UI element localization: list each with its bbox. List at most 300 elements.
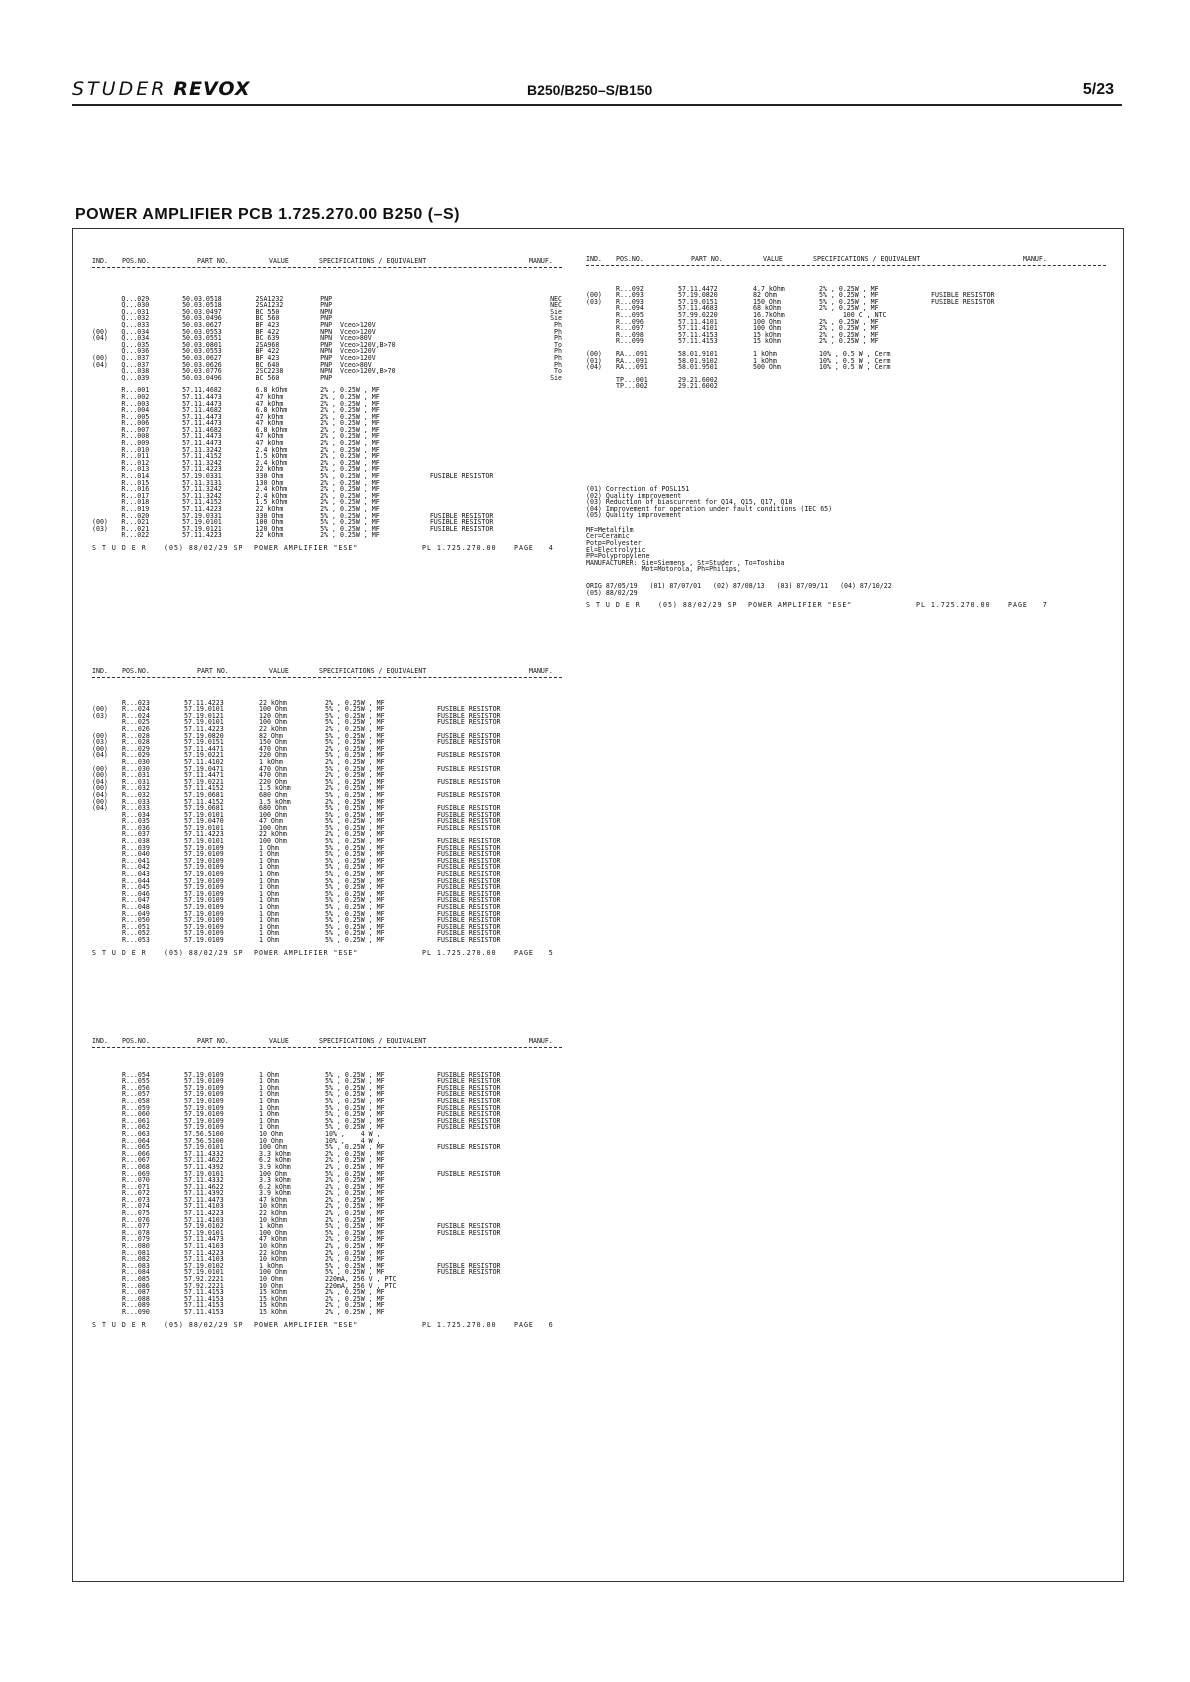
table-spacer: [92, 276, 562, 296]
cell-part: 57.11.3242: [182, 491, 222, 500]
cell-spec: 2% , 0.25W , MF: [325, 1294, 385, 1303]
cell-part: 50.03.0496: [182, 373, 222, 382]
cell-part: 57.11.4473: [182, 432, 222, 441]
table-row: [586, 377, 1106, 384]
cell-manuf: [533, 506, 562, 513]
cell-manuf: [533, 440, 562, 447]
cell-note: [437, 1236, 542, 1243]
cell-manuf: Sie: [550, 307, 562, 316]
cell-note: FUSIBLE RESISTOR: [437, 1261, 501, 1270]
cell-ind: [586, 325, 616, 332]
cell-part: 50.03.0518: [182, 301, 222, 310]
cell-manuf: [533, 407, 562, 414]
footer-name: POWER AMPLIFIER "ESE": [254, 948, 359, 957]
cell-value: 22 kOhm: [259, 1248, 287, 1257]
cell-part: 57.11.4683: [678, 304, 718, 313]
cell-part: 57.11.4102: [184, 757, 224, 766]
column-header-part: PART NO.: [691, 255, 723, 263]
cell-part: 57.11.4153: [184, 1288, 224, 1297]
cell-part: 57.19.0109: [184, 1096, 224, 1105]
cell-manuf: [533, 420, 562, 427]
cell-note: [430, 407, 533, 414]
cell-spec: 2% , 0.25W , MF: [325, 1176, 385, 1185]
cell-value: 47 kOhm: [259, 1235, 287, 1244]
cell-ind: [92, 937, 122, 944]
cell-part: 57.11.4101: [678, 317, 718, 326]
cell-note: [931, 312, 1036, 319]
cell-pos: R...065: [122, 1143, 150, 1152]
cell-part: 57.19.0109: [184, 1077, 224, 1086]
cell-part: 57.19.0109: [184, 1103, 224, 1112]
footer-company: S T U D E R: [92, 948, 147, 957]
cell-pos: R...025: [122, 718, 150, 727]
cell-part: 57.11.4473: [182, 419, 222, 428]
cell-note: [437, 1210, 542, 1217]
cell-pos: R...005: [121, 412, 150, 421]
cell-ind: [92, 1263, 122, 1270]
cell-ind: [92, 851, 122, 858]
cell-spec: 2% , 0.25W , MF: [320, 498, 380, 507]
legend-line: PP=Polypropylene: [586, 552, 650, 561]
cell-note: [430, 453, 533, 460]
cell-part: 57.92.2221: [184, 1275, 224, 1283]
cell-pos: R...060: [122, 1110, 150, 1119]
cell-note: FUSIBLE RESISTOR: [437, 909, 501, 918]
page-number: 5/23: [1082, 81, 1114, 98]
cell-spec: 5% , 0.25W , MF: [325, 718, 385, 727]
cell-manuf: To: [554, 367, 562, 376]
cell-pos: R...087: [122, 1288, 150, 1297]
cell-pos: R...012: [121, 458, 150, 467]
cell-pos: R...067: [122, 1156, 150, 1165]
legend-line: Potp=Polyester: [586, 539, 642, 548]
cell-spec: 5% , 0.25W , MF: [325, 1228, 385, 1237]
cell-spec: 2% , 0.25W , MF: [819, 304, 879, 313]
cell-spec: 2% , 0.25W , MF: [325, 771, 385, 780]
cell-manuf: Ph: [554, 320, 562, 329]
cell-spec: PNP: [320, 301, 333, 310]
cell-pos: TP...001: [616, 375, 648, 384]
cell-note: [430, 440, 533, 447]
model-title: B250/B250–S/B150: [527, 82, 653, 98]
cell-pos: R...035: [122, 817, 150, 826]
footer-date: (05) 88/02/29 SP: [164, 948, 244, 957]
cell-spec: 2% , 0.25W , MF: [320, 399, 380, 408]
cell-pos: R...097: [616, 324, 644, 333]
cell-value: 82 Ohm: [753, 291, 777, 300]
cell-part: 58.01.9501: [678, 363, 718, 372]
cell-pos: Q...034: [121, 334, 150, 343]
cell-part: 57.19.0820: [678, 291, 718, 300]
cell-part: 57.19.0331: [182, 511, 222, 520]
cell-note: [430, 302, 533, 309]
cell-part: 57.11.4223: [184, 724, 224, 733]
cell-note: FUSIBLE RESISTOR: [437, 856, 501, 865]
cell-spec: 5% , 0.25W , MF: [325, 1169, 385, 1178]
cell-note: [437, 1276, 542, 1283]
cell-note: [430, 427, 533, 434]
cell-spec: 5% , 0.25W , MF: [325, 1123, 385, 1132]
notes-gap: [586, 390, 1106, 486]
cell-spec: 2% , 0.25W , MF: [325, 1242, 385, 1251]
cell-part: 57.19.0109: [184, 876, 224, 885]
header-separator: [92, 1047, 562, 1048]
cell-spec: 10% , 0.5 W , Cerm: [819, 356, 891, 365]
cell-value: 2.4 kOhm: [255, 491, 288, 500]
cell-spec: 5% , 0.25W , MF: [325, 777, 385, 786]
cell-ind: [92, 871, 122, 878]
cell-pos: TP...002: [616, 382, 648, 391]
parts-list-page-5: [92, 668, 562, 956]
cell-part: 57.11.4103: [184, 1255, 224, 1264]
cell-ind: [92, 1269, 122, 1276]
cell-ind: [92, 825, 122, 832]
cell-note: FUSIBLE RESISTOR: [437, 896, 501, 905]
cell-value: 500 Ohm: [753, 363, 781, 372]
cell-pos: R...029: [122, 744, 150, 753]
revision-note: (04) Improvement for operation under fault conditions (IEC 65): [586, 504, 833, 513]
cell-value: BC 640: [255, 360, 280, 369]
cell-manuf: NEC: [550, 294, 562, 303]
cell-ind: [92, 480, 121, 487]
cell-ind: [92, 407, 121, 414]
cell-part: 57.19.0109: [184, 1110, 224, 1119]
cell-spec: 5% , 0.25W , MF: [325, 804, 385, 813]
cell-pos: R...030: [122, 757, 150, 766]
cell-value: 100 Ohm: [259, 810, 287, 819]
cell-ind: [92, 904, 122, 911]
cell-pos: R...024: [122, 705, 150, 714]
cell-value: 3.3 kOhm: [259, 1149, 291, 1158]
cell-part: 57.11.4473: [182, 412, 222, 421]
cell-manuf: [533, 453, 562, 460]
footer-pl: PL 1.725.270.00: [422, 948, 497, 957]
cell-ind: [92, 838, 122, 845]
cell-value: 100 Ohm: [259, 705, 287, 714]
cell-manuf: Ph: [554, 353, 562, 362]
cell-ind: [92, 486, 121, 493]
revision-note: (02) Quality improvement: [586, 491, 682, 500]
footer-name: POWER AMPLIFIER "ESE": [254, 543, 359, 552]
cell-value: 1 kOhm: [753, 356, 777, 365]
cell-note: [437, 1157, 542, 1164]
table-row: [586, 364, 1106, 371]
cell-part: 50.03.0627: [182, 353, 222, 362]
cell-spec: 5% , 0.25W , MF: [325, 731, 385, 740]
legend-line: Mot=Motorola, Ph=Philips,: [586, 565, 741, 574]
cell-ind: [92, 440, 121, 447]
cell-ind: [92, 1217, 122, 1224]
cell-ind: [92, 499, 121, 506]
cell-value: 47 kOhm: [255, 439, 284, 448]
cell-spec: 5% , 0.25W , MF: [320, 472, 380, 481]
cell-pos: Q...031: [121, 307, 150, 316]
column-header-pos: POS.NO.: [122, 667, 150, 675]
cell-note: FUSIBLE RESISTOR: [437, 916, 501, 925]
cell-ind: [92, 1256, 122, 1263]
cell-part: 57.19.0101: [184, 1268, 224, 1277]
cell-ind: [586, 377, 616, 384]
cell-spec: 2% , 0.25W , MF: [819, 330, 879, 339]
cell-pos: R...088: [122, 1294, 150, 1303]
cell-ind: [92, 1144, 122, 1151]
cell-spec: 5% , 0.25W , MF: [325, 810, 385, 819]
cell-value: 470 Ohm: [259, 744, 287, 753]
cell-manuf: Ph: [554, 327, 562, 336]
cell-pos: R...024: [122, 711, 150, 720]
cell-part: 57.11.4332: [184, 1149, 224, 1158]
cell-part: 57.19.0109: [184, 889, 224, 898]
cell-pos: R...069: [122, 1169, 150, 1178]
cell-part: 57.19.0109: [184, 916, 224, 925]
cell-manuf: [533, 466, 562, 473]
cell-ind: (04): [92, 334, 108, 343]
cell-spec: 2% , 0.25W , MF: [320, 386, 380, 395]
cell-ind: (00): [92, 764, 108, 773]
cell-ind: [586, 383, 616, 390]
cell-value: 15 kOhm: [259, 1294, 287, 1303]
cell-value: 1.5 kOhm: [259, 784, 291, 793]
cell-manuf: [533, 480, 562, 487]
cell-part: 57.19.0109: [184, 1090, 224, 1099]
cell-spec: PNP: [320, 373, 333, 382]
table-row: [92, 532, 562, 539]
cell-pos: R...003: [121, 399, 150, 408]
cell-part: 57.19.0101: [184, 823, 224, 832]
cell-value: 68 kOhm: [753, 304, 781, 313]
brand-revox: REVOX: [173, 78, 251, 100]
cell-part: 50.03.0518: [182, 294, 222, 303]
cell-ind: [92, 1250, 122, 1257]
cell-spec: PNP: [320, 294, 333, 303]
cell-part: 57.19.0109: [184, 1123, 224, 1132]
cell-note: FUSIBLE RESISTOR: [437, 790, 501, 799]
cell-ind: [92, 845, 122, 852]
cell-value: 10 Ohm: [259, 1129, 283, 1138]
footer-page: PAGE 6: [514, 1320, 554, 1329]
cell-note: FUSIBLE RESISTOR: [437, 883, 501, 892]
cell-pos: R...031: [122, 771, 150, 780]
cell-value: [753, 377, 819, 384]
cell-pos: R...053: [122, 935, 150, 944]
cell-pos: R...014: [121, 472, 150, 481]
cell-ind: [92, 1184, 122, 1191]
cell-part: 57.19.0109: [184, 903, 224, 911]
cell-pos: R...013: [121, 465, 150, 474]
cell-part: 57.11.3242: [182, 485, 222, 494]
cell-note: [430, 342, 533, 349]
cell-ind: [92, 447, 121, 454]
cell-part: 57.11.4223: [184, 698, 224, 707]
cell-value: 100 Ohm: [753, 317, 781, 326]
cell-pos: Q...034: [121, 327, 150, 336]
cell-value: 1 Ohm: [259, 903, 279, 911]
cell-ind: [92, 1177, 122, 1184]
cell-spec: 2% , 0.25W , MF: [320, 445, 380, 454]
cell-pos: Q...037: [121, 353, 150, 362]
cell-note: FUSIBLE RESISTOR: [437, 843, 501, 852]
cell-spec: 2% , 0.25W , MF: [320, 478, 380, 487]
column-header-row: [586, 256, 1106, 263]
cell-spec: 5% , 0.25W , MF: [325, 929, 385, 938]
cell-value: 1 Ohm: [259, 870, 279, 879]
cell-spec: 5% , 0.25W , MF: [325, 883, 385, 892]
cell-part: 57.11.3242: [182, 458, 222, 467]
legend-line: El=Electrolytic: [586, 545, 646, 554]
parts-list-page-4: [92, 258, 562, 552]
cell-value: 220 Ohm: [259, 777, 287, 786]
cell-value: 1 Ohm: [259, 1070, 279, 1079]
cell-value: 1 Ohm: [259, 916, 279, 925]
column-header-manuf: MANUF.: [529, 257, 553, 265]
cell-part: 57.19.0109: [184, 909, 224, 918]
cell-manuf: Sie: [550, 373, 562, 382]
cell-value: 47 kOhm: [255, 432, 284, 441]
cell-ind: [92, 433, 121, 440]
cell-ind: (00): [586, 349, 602, 358]
cell-value: BF 423: [255, 353, 280, 362]
cell-spec: 2% , 0.25W , MF: [325, 744, 385, 753]
cell-part: 50.03.0551: [182, 334, 222, 343]
cell-pos: R...007: [121, 425, 150, 434]
cell-ind: [92, 1124, 122, 1131]
cell-part: 57.19.0102: [184, 1222, 224, 1231]
cell-ind: (04): [92, 777, 108, 786]
cell-ind: [92, 911, 122, 918]
cell-note: FUSIBLE RESISTOR: [931, 297, 995, 306]
cell-pos: R...090: [122, 1307, 150, 1316]
cell-part: 57.11.4392: [184, 1162, 224, 1171]
legend-line: Cer=Ceramic: [586, 532, 630, 541]
cell-part: 57.11.4223: [184, 830, 224, 839]
cell-ind: (01): [586, 356, 602, 365]
cell-note: [437, 1151, 542, 1158]
cell-ind: [92, 1243, 122, 1250]
cell-part: 57.11.4472: [678, 284, 718, 293]
cell-part: 57.11.4223: [182, 531, 222, 540]
cell-ind: [92, 506, 121, 513]
table-row: [92, 937, 562, 944]
cell-part: 57.19.0101: [184, 810, 224, 819]
cell-part: 57.19.0101: [184, 718, 224, 727]
column-header-ind: IND.: [92, 257, 108, 265]
cell-pos: R...031: [122, 777, 150, 786]
cell-value: 6.2 kOhm: [259, 1182, 291, 1191]
footer-pl: PL 1.725.270.00: [916, 601, 991, 610]
cell-part: 57.11.3242: [182, 445, 222, 454]
cell-note: FUSIBLE RESISTOR: [437, 1116, 501, 1125]
cell-pos: R...044: [122, 876, 150, 885]
cell-note: FUSIBLE RESISTOR: [437, 1083, 501, 1092]
cell-part: 57.19.0109: [184, 1116, 224, 1125]
cell-note: FUSIBLE RESISTOR: [437, 1228, 501, 1237]
cell-spec: 2% , 0.25W , MF: [325, 1307, 385, 1316]
cell-pos: RA...091: [616, 356, 648, 365]
cell-pos: Q...032: [121, 314, 150, 323]
cell-note: FUSIBLE RESISTOR: [437, 1090, 501, 1099]
cell-pos: R...068: [122, 1162, 150, 1171]
cell-note: [430, 460, 533, 467]
cell-part: 57.11.4153: [678, 337, 718, 346]
cell-note: FUSIBLE RESISTOR: [437, 1268, 501, 1277]
cell-pos: R...034: [122, 810, 150, 819]
cell-value: 680 Ohm: [259, 804, 287, 813]
cell-part: 50.03.0626: [182, 360, 222, 369]
cell-part: 57.19.0121: [184, 711, 224, 720]
column-header-value: VALUE: [763, 255, 783, 263]
cell-spec: 10% , 4 W ,: [325, 1129, 381, 1138]
cell-ind: [92, 864, 122, 871]
cell-spec: 2% , 0.25W , MF: [325, 1162, 385, 1171]
cell-part: 50.03.0553: [182, 327, 222, 336]
cell-part: 57.19.0471: [184, 764, 224, 773]
cell-spec: 5% , 0.25W , MF: [320, 524, 380, 533]
cell-pos: R...018: [121, 498, 150, 507]
cell-note: FUSIBLE RESISTOR: [429, 524, 494, 533]
cell-pos: R...095: [616, 310, 644, 319]
column-header-spec: SPECIFICATIONS / EQUIVALENT: [319, 257, 427, 265]
cell-manuf: [533, 387, 562, 394]
revision-note: (05) Quality improvement: [586, 511, 682, 520]
cell-spec: 5% , 0.25W , MF: [325, 1103, 385, 1112]
cell-value: 1.5 kOhm: [255, 452, 288, 461]
cell-value: 10 kOhm: [259, 1242, 287, 1251]
cell-value: 4.7 kOhm: [753, 284, 785, 293]
cell-value: 15 kOhm: [753, 330, 781, 339]
cell-note: [437, 1309, 542, 1316]
brand-studer: STUDER: [72, 78, 168, 100]
column-header-row: [92, 1038, 562, 1045]
cell-pos: R...045: [122, 883, 150, 892]
cell-part: 57.11.4682: [182, 425, 222, 434]
cell-part: 57.11.4223: [182, 465, 222, 474]
cell-note: [931, 319, 1036, 326]
cell-spec: 2% , 0.25W , MF: [325, 1156, 385, 1165]
revision-note: (03) Reduction of biascurrent for Q14, Q15, Q17, Q18: [586, 498, 793, 507]
cell-part: 50.03.0776: [182, 367, 222, 376]
cell-part: 57.11.4473: [184, 1235, 224, 1244]
cell-note: [430, 355, 533, 362]
cell-spec: PNP Vceo>80V: [320, 360, 372, 369]
revision-notes: [586, 486, 1106, 519]
cell-part: 57.19.0109: [184, 935, 224, 944]
cell-value: 150 Ohm: [259, 738, 287, 747]
cell-ind: [92, 1302, 122, 1309]
cell-value: 16.7kOhm: [753, 310, 785, 319]
cell-spec: 5% , 0.25W , MF: [325, 1143, 385, 1152]
cell-pos: R...038: [122, 837, 150, 846]
cell-ind: [92, 1223, 122, 1230]
cell-ind: [92, 1157, 122, 1164]
cell-value: 6.8 kOhm: [255, 425, 288, 434]
cell-pos: R...061: [122, 1116, 150, 1125]
cell-value: 1 Ohm: [259, 1110, 279, 1119]
cell-value: 1 Ohm: [259, 883, 279, 892]
cell-ind: [586, 319, 616, 326]
cell-spec: 5% , 0.25W , MF: [325, 1077, 385, 1086]
cell-note: FUSIBLE RESISTOR: [437, 837, 501, 846]
abbreviation-legend: [586, 527, 1106, 573]
cell-note: [437, 1203, 542, 1210]
cell-ind: [92, 878, 122, 885]
cell-pos: R...032: [122, 790, 150, 799]
cell-pos: Q...029: [121, 294, 150, 303]
cell-value: 1 kOhm: [259, 1222, 283, 1231]
cell-note: FUSIBLE RESISTOR: [429, 511, 494, 520]
table-row: [586, 338, 1106, 345]
cell-pos: R...016: [121, 485, 150, 494]
cell-pos: R...089: [122, 1301, 150, 1310]
